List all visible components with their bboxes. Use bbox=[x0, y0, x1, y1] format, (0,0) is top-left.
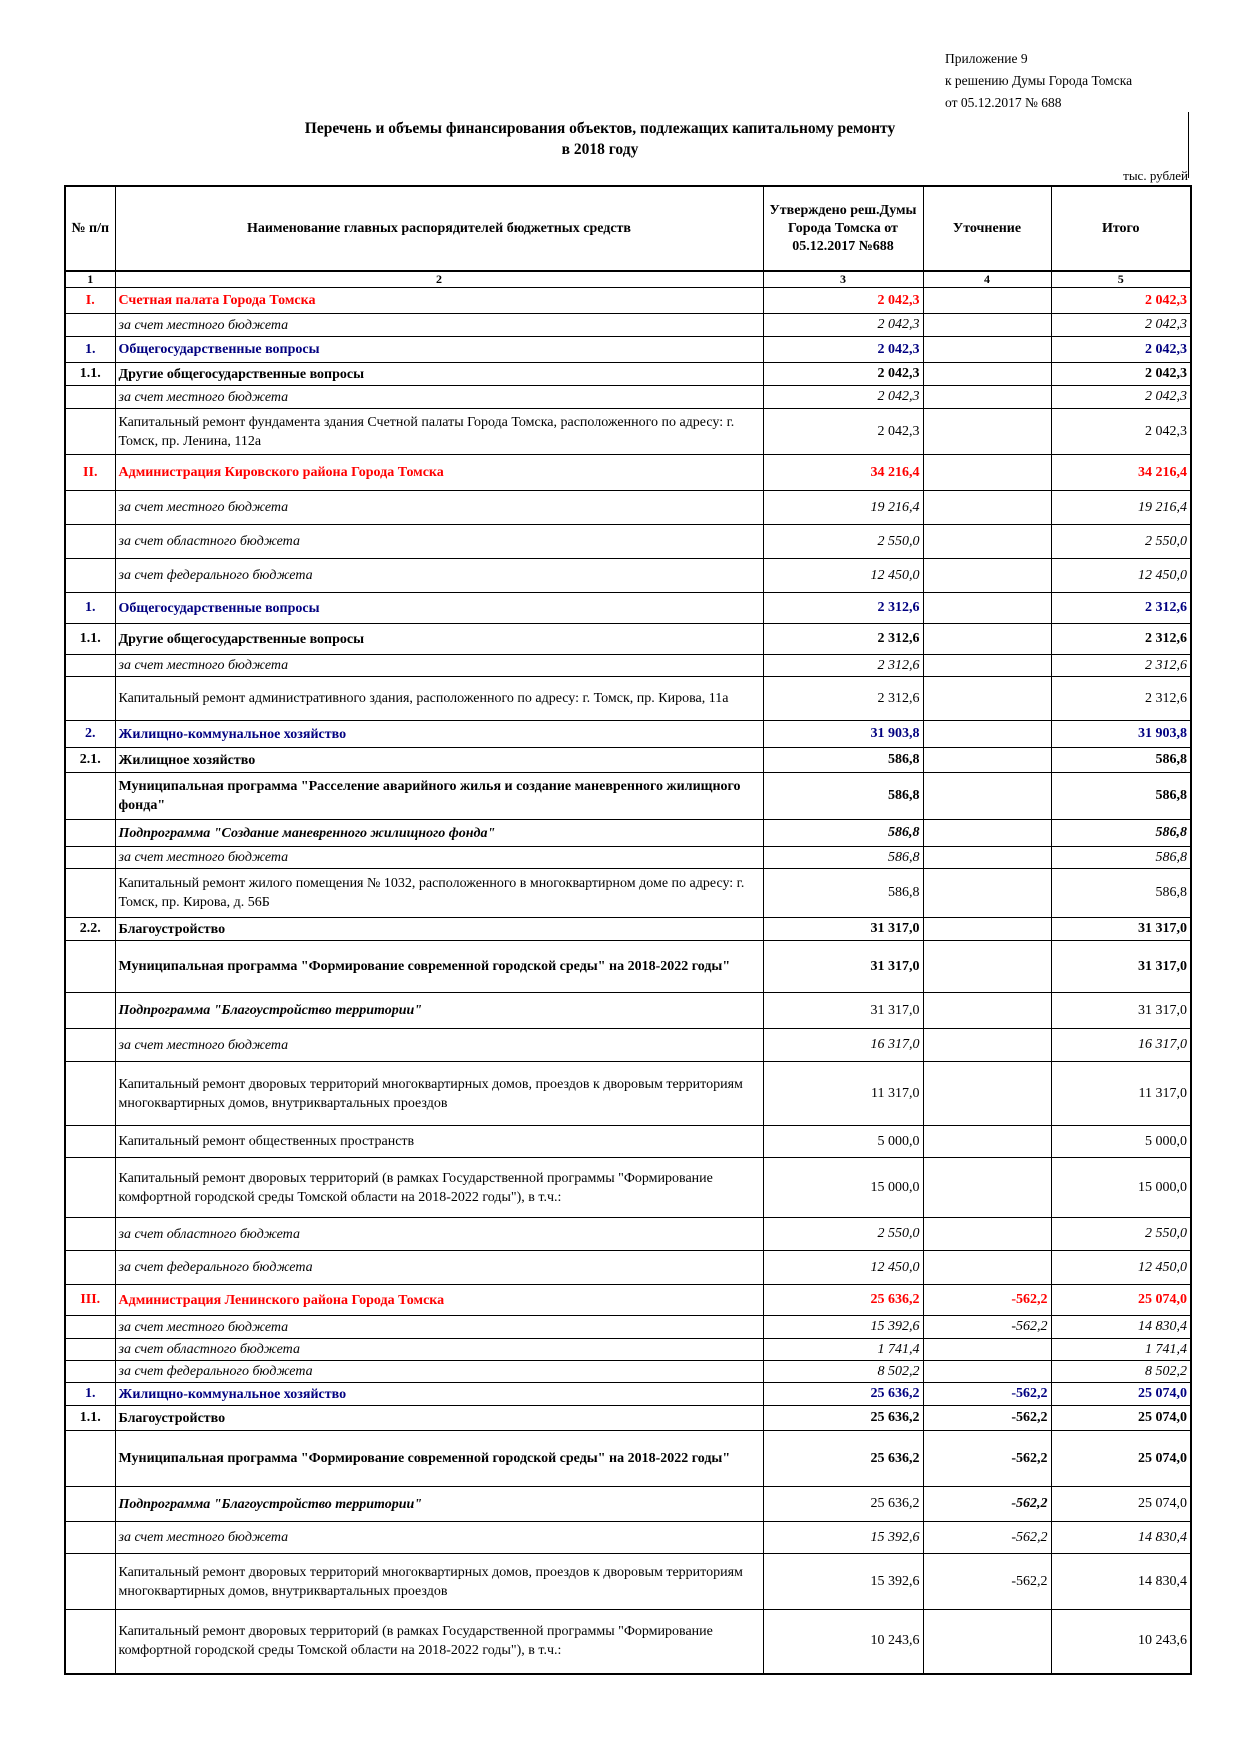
cell-total: 2 550,0 bbox=[1051, 525, 1191, 559]
cell-name: Подпрограмма "Создание маневренного жилищного фонда" bbox=[115, 820, 763, 847]
cell-approved: 10 243,6 bbox=[763, 1610, 923, 1674]
table-row bbox=[65, 1316, 1191, 1339]
header-num: № п/п bbox=[65, 186, 115, 271]
cell-name: Капитальный ремонт дворовых территорий (в рамках Государственной программы "Формирование комфортной городской среды Томской области на 2018-2022 годы"), в т.ч.: bbox=[115, 1158, 763, 1218]
cell-change: -562,2 bbox=[923, 1316, 1051, 1339]
cell-total: 12 450,0 bbox=[1051, 1251, 1191, 1285]
cell-num bbox=[65, 820, 115, 847]
financing-table bbox=[64, 185, 1192, 1675]
table-row bbox=[65, 624, 1191, 655]
cell-approved: 2 042,3 bbox=[763, 409, 923, 455]
cell-name: за счет местного бюджета bbox=[115, 1316, 763, 1339]
cell-approved: 12 450,0 bbox=[763, 1251, 923, 1285]
cell-name: Администрация Кировского района Города Томска bbox=[115, 455, 763, 491]
table-row bbox=[65, 1406, 1191, 1431]
cell-num: 1. bbox=[65, 1383, 115, 1406]
cell-name: за счет местного бюджета bbox=[115, 655, 763, 677]
cell-total: 14 830,4 bbox=[1051, 1522, 1191, 1554]
title-line-2: в 2018 году bbox=[561, 141, 639, 158]
cell-change: -562,2 bbox=[923, 1554, 1051, 1610]
cell-approved: 2 312,6 bbox=[763, 677, 923, 721]
table-row bbox=[65, 1029, 1191, 1062]
cell-change: -562,2 bbox=[923, 1522, 1051, 1554]
cell-num bbox=[65, 491, 115, 525]
cell-change bbox=[923, 748, 1051, 773]
table-row bbox=[65, 525, 1191, 559]
cell-total: 586,8 bbox=[1051, 847, 1191, 869]
cell-change: -562,2 bbox=[923, 1285, 1051, 1316]
cell-change bbox=[923, 1361, 1051, 1383]
cell-name: за счет федерального бюджета bbox=[115, 1251, 763, 1285]
cell-name: за счет местного бюджета bbox=[115, 491, 763, 525]
cell-num: 1.1. bbox=[65, 1406, 115, 1431]
cell-total: 586,8 bbox=[1051, 748, 1191, 773]
cell-change bbox=[923, 993, 1051, 1029]
cell-name: за счет местного бюджета bbox=[115, 314, 763, 337]
cell-num: 1. bbox=[65, 593, 115, 624]
header-total: Итого bbox=[1051, 186, 1191, 271]
cell-total: 19 216,4 bbox=[1051, 491, 1191, 525]
cell-approved: 5 000,0 bbox=[763, 1126, 923, 1158]
units-label: тыс. рублей bbox=[1123, 168, 1188, 183]
cell-approved: 2 312,6 bbox=[763, 655, 923, 677]
table-row bbox=[65, 1431, 1191, 1487]
cell-approved: 31 317,0 bbox=[763, 918, 923, 941]
cell-approved: 586,8 bbox=[763, 748, 923, 773]
cell-name: Другие общегосударственные вопросы bbox=[115, 363, 763, 386]
cell-change bbox=[923, 1062, 1051, 1126]
cell-name: за счет местного бюджета bbox=[115, 1029, 763, 1062]
column-number-row bbox=[65, 271, 1191, 288]
cell-total: 25 074,0 bbox=[1051, 1285, 1191, 1316]
table-row bbox=[65, 1610, 1191, 1674]
col-number: 1 bbox=[65, 271, 115, 288]
cell-approved: 8 502,2 bbox=[763, 1361, 923, 1383]
cell-total: 31 317,0 bbox=[1051, 993, 1191, 1029]
cell-name: за счет федерального бюджета bbox=[115, 1361, 763, 1383]
table-row bbox=[65, 748, 1191, 773]
cell-change bbox=[923, 820, 1051, 847]
cell-num: 2.1. bbox=[65, 748, 115, 773]
cell-approved: 586,8 bbox=[763, 773, 923, 820]
cell-name: Муниципальная программа "Формирование современной городской среды" на 2018-2022 годы" bbox=[115, 941, 763, 993]
col-number: 4 bbox=[923, 271, 1051, 288]
cell-name: Капитальный ремонт дворовых территорий (в рамках Государственной программы "Формирование комфортной городской среды Томской области на 2018-2022 годы"), в т.ч.: bbox=[115, 1610, 763, 1674]
margin-divider bbox=[1188, 112, 1189, 178]
cell-total: 12 450,0 bbox=[1051, 559, 1191, 593]
cell-approved: 15 392,6 bbox=[763, 1316, 923, 1339]
cell-change: -562,2 bbox=[923, 1406, 1051, 1431]
cell-approved: 2 042,3 bbox=[763, 314, 923, 337]
table-row bbox=[65, 1339, 1191, 1361]
cell-total: 2 042,3 bbox=[1051, 337, 1191, 363]
cell-total: 10 243,6 bbox=[1051, 1610, 1191, 1674]
table-row bbox=[65, 1218, 1191, 1251]
cell-total: 16 317,0 bbox=[1051, 1029, 1191, 1062]
cell-name: Подпрограмма "Благоустройство территории" bbox=[115, 1487, 763, 1522]
cell-approved: 2 312,6 bbox=[763, 593, 923, 624]
table-row bbox=[65, 409, 1191, 455]
cell-change: -562,2 bbox=[923, 1487, 1051, 1522]
cell-approved: 2 550,0 bbox=[763, 525, 923, 559]
cell-change bbox=[923, 1158, 1051, 1218]
cell-total: 25 074,0 bbox=[1051, 1383, 1191, 1406]
cell-total: 5 000,0 bbox=[1051, 1126, 1191, 1158]
cell-total: 34 216,4 bbox=[1051, 455, 1191, 491]
cell-num bbox=[65, 869, 115, 918]
cell-num bbox=[65, 559, 115, 593]
cell-change bbox=[923, 288, 1051, 314]
cell-num bbox=[65, 1158, 115, 1218]
table-row bbox=[65, 721, 1191, 748]
cell-approved: 25 636,2 bbox=[763, 1431, 923, 1487]
cell-total: 2 312,6 bbox=[1051, 655, 1191, 677]
table-row bbox=[65, 918, 1191, 941]
cell-change: -562,2 bbox=[923, 1431, 1051, 1487]
cell-num bbox=[65, 1062, 115, 1126]
cell-name: Капитальный ремонт общественных пространств bbox=[115, 1126, 763, 1158]
cell-change bbox=[923, 677, 1051, 721]
cell-total: 2 042,3 bbox=[1051, 314, 1191, 337]
cell-approved: 2 042,3 bbox=[763, 288, 923, 314]
cell-change bbox=[923, 624, 1051, 655]
cell-name: Общегосударственные вопросы bbox=[115, 337, 763, 363]
appendix-line-2: к решению Думы Города Томска bbox=[945, 73, 1133, 88]
cell-num bbox=[65, 1522, 115, 1554]
cell-total: 14 830,4 bbox=[1051, 1316, 1191, 1339]
cell-num: III. bbox=[65, 1285, 115, 1316]
appendix-line-1: Приложение 9 bbox=[945, 51, 1028, 66]
table-row bbox=[65, 288, 1191, 314]
cell-change bbox=[923, 455, 1051, 491]
cell-change bbox=[923, 314, 1051, 337]
cell-change bbox=[923, 847, 1051, 869]
cell-total: 2 550,0 bbox=[1051, 1218, 1191, 1251]
cell-change bbox=[923, 525, 1051, 559]
cell-num bbox=[65, 1029, 115, 1062]
cell-name: за счет областного бюджета bbox=[115, 1339, 763, 1361]
cell-total: 2 042,3 bbox=[1051, 409, 1191, 455]
cell-approved: 2 550,0 bbox=[763, 1218, 923, 1251]
cell-approved: 12 450,0 bbox=[763, 559, 923, 593]
cell-total: 25 074,0 bbox=[1051, 1487, 1191, 1522]
cell-name: Жилищно-коммунальное хозяйство bbox=[115, 721, 763, 748]
cell-change bbox=[923, 363, 1051, 386]
table-row bbox=[65, 1251, 1191, 1285]
cell-name: за счет местного бюджета bbox=[115, 847, 763, 869]
cell-approved: 2 042,3 bbox=[763, 337, 923, 363]
cell-approved: 19 216,4 bbox=[763, 491, 923, 525]
cell-total: 15 000,0 bbox=[1051, 1158, 1191, 1218]
cell-total: 586,8 bbox=[1051, 820, 1191, 847]
cell-change bbox=[923, 1251, 1051, 1285]
cell-approved: 2 312,6 bbox=[763, 624, 923, 655]
table-row bbox=[65, 993, 1191, 1029]
cell-num bbox=[65, 525, 115, 559]
cell-approved: 11 317,0 bbox=[763, 1062, 923, 1126]
cell-num bbox=[65, 941, 115, 993]
cell-total: 586,8 bbox=[1051, 773, 1191, 820]
table-row bbox=[65, 677, 1191, 721]
cell-approved: 16 317,0 bbox=[763, 1029, 923, 1062]
cell-name: Капитальный ремонт административного здания, расположенного по адресу: г. Томск, пр. Кирова, 11а bbox=[115, 677, 763, 721]
cell-approved: 1 741,4 bbox=[763, 1339, 923, 1361]
cell-total: 31 903,8 bbox=[1051, 721, 1191, 748]
cell-approved: 31 317,0 bbox=[763, 993, 923, 1029]
cell-num bbox=[65, 655, 115, 677]
document-title bbox=[180, 118, 1020, 160]
table-row bbox=[65, 386, 1191, 409]
cell-total: 31 317,0 bbox=[1051, 941, 1191, 993]
cell-name: Благоустройство bbox=[115, 918, 763, 941]
cell-name: за счет областного бюджета bbox=[115, 1218, 763, 1251]
cell-num bbox=[65, 409, 115, 455]
cell-change bbox=[923, 941, 1051, 993]
cell-name: за счет местного бюджета bbox=[115, 1522, 763, 1554]
table-row bbox=[65, 1554, 1191, 1610]
cell-name: Подпрограмма "Благоустройство территории" bbox=[115, 993, 763, 1029]
cell-approved: 34 216,4 bbox=[763, 455, 923, 491]
cell-total: 2 042,3 bbox=[1051, 288, 1191, 314]
cell-approved: 586,8 bbox=[763, 869, 923, 918]
table-row bbox=[65, 1383, 1191, 1406]
cell-change bbox=[923, 337, 1051, 363]
cell-change bbox=[923, 386, 1051, 409]
table-row bbox=[65, 314, 1191, 337]
cell-num bbox=[65, 847, 115, 869]
cell-name: Жилищное хозяйство bbox=[115, 748, 763, 773]
cell-total: 2 312,6 bbox=[1051, 677, 1191, 721]
cell-name: Муниципальная программа "Формирование современной городской среды" на 2018-2022 годы" bbox=[115, 1431, 763, 1487]
table-row bbox=[65, 455, 1191, 491]
header-name: Наименование главных распорядителей бюджетных средств bbox=[115, 186, 763, 271]
cell-change bbox=[923, 1610, 1051, 1674]
cell-total: 1 741,4 bbox=[1051, 1339, 1191, 1361]
table-row bbox=[65, 820, 1191, 847]
cell-change bbox=[923, 1339, 1051, 1361]
cell-num bbox=[65, 1316, 115, 1339]
cell-name: Капитальный ремонт дворовых территорий многоквартирных домов, проездов к дворовым территориям многоквартирных домов, внутриквартальных проездов bbox=[115, 1554, 763, 1610]
table-row bbox=[65, 559, 1191, 593]
cell-num bbox=[65, 1610, 115, 1674]
cell-num bbox=[65, 1431, 115, 1487]
cell-name: Другие общегосударственные вопросы bbox=[115, 624, 763, 655]
cell-name: Жилищно-коммунальное хозяйство bbox=[115, 1383, 763, 1406]
table-row bbox=[65, 941, 1191, 993]
table-row bbox=[65, 1285, 1191, 1316]
cell-change: -562,2 bbox=[923, 1383, 1051, 1406]
cell-name: Муниципальная программа "Расселение аварийного жилья и создание маневренного жилищного фонда" bbox=[115, 773, 763, 820]
cell-num: 1.1. bbox=[65, 624, 115, 655]
table-row bbox=[65, 593, 1191, 624]
cell-num: 1.1. bbox=[65, 363, 115, 386]
table-row bbox=[65, 491, 1191, 525]
cell-total: 2 042,3 bbox=[1051, 386, 1191, 409]
cell-approved: 25 636,2 bbox=[763, 1383, 923, 1406]
table-row bbox=[65, 773, 1191, 820]
cell-name: за счет федерального бюджета bbox=[115, 559, 763, 593]
cell-num bbox=[65, 1361, 115, 1383]
cell-change bbox=[923, 1126, 1051, 1158]
appendix-line-3: от 05.12.2017 № 688 bbox=[945, 95, 1062, 110]
cell-name: Общегосударственные вопросы bbox=[115, 593, 763, 624]
cell-total: 2 042,3 bbox=[1051, 363, 1191, 386]
cell-change bbox=[923, 869, 1051, 918]
table-row bbox=[65, 337, 1191, 363]
cell-total: 8 502,2 bbox=[1051, 1361, 1191, 1383]
cell-name: Счетная палата Города Томска bbox=[115, 288, 763, 314]
cell-num: 1. bbox=[65, 337, 115, 363]
table-row bbox=[65, 1126, 1191, 1158]
cell-name: Администрация Ленинского района Города Томска bbox=[115, 1285, 763, 1316]
cell-change bbox=[923, 1218, 1051, 1251]
cell-total: 31 317,0 bbox=[1051, 918, 1191, 941]
cell-approved: 2 042,3 bbox=[763, 386, 923, 409]
cell-approved: 586,8 bbox=[763, 820, 923, 847]
cell-total: 25 074,0 bbox=[1051, 1431, 1191, 1487]
cell-num bbox=[65, 1339, 115, 1361]
table-row bbox=[65, 1361, 1191, 1383]
cell-name: за счет местного бюджета bbox=[115, 386, 763, 409]
table-row bbox=[65, 1062, 1191, 1126]
header-row bbox=[65, 186, 1191, 271]
cell-name: за счет областного бюджета bbox=[115, 525, 763, 559]
cell-total: 586,8 bbox=[1051, 869, 1191, 918]
cell-approved: 586,8 bbox=[763, 847, 923, 869]
table-row bbox=[65, 1487, 1191, 1522]
table-row bbox=[65, 1158, 1191, 1218]
col-number: 3 bbox=[763, 271, 923, 288]
cell-approved: 15 392,6 bbox=[763, 1522, 923, 1554]
appendix-note bbox=[945, 48, 1132, 114]
cell-approved: 31 903,8 bbox=[763, 721, 923, 748]
cell-change bbox=[923, 1029, 1051, 1062]
table-row bbox=[65, 869, 1191, 918]
cell-change bbox=[923, 409, 1051, 455]
header-approved: Утверждено реш.Думы Города Томска от 05.12.2017 №688 bbox=[763, 186, 923, 271]
cell-total: 14 830,4 bbox=[1051, 1554, 1191, 1610]
cell-approved: 15 392,6 bbox=[763, 1554, 923, 1610]
cell-change bbox=[923, 721, 1051, 748]
cell-total: 2 312,6 bbox=[1051, 593, 1191, 624]
cell-num bbox=[65, 1554, 115, 1610]
cell-approved: 25 636,2 bbox=[763, 1285, 923, 1316]
table-row bbox=[65, 655, 1191, 677]
col-number: 5 bbox=[1051, 271, 1191, 288]
cell-num: I. bbox=[65, 288, 115, 314]
col-number: 2 bbox=[115, 271, 763, 288]
cell-total: 25 074,0 bbox=[1051, 1406, 1191, 1431]
cell-num bbox=[65, 1487, 115, 1522]
table-row bbox=[65, 847, 1191, 869]
header-change: Уточнение bbox=[923, 186, 1051, 271]
cell-change bbox=[923, 918, 1051, 941]
cell-name: Благоустройство bbox=[115, 1406, 763, 1431]
cell-approved: 31 317,0 bbox=[763, 941, 923, 993]
cell-change bbox=[923, 655, 1051, 677]
cell-num bbox=[65, 1251, 115, 1285]
cell-num bbox=[65, 677, 115, 721]
cell-num bbox=[65, 314, 115, 337]
cell-num bbox=[65, 1126, 115, 1158]
table-row bbox=[65, 363, 1191, 386]
cell-name: Капитальный ремонт фундамента здания Счетной палаты Города Томска, расположенного по адресу: г. Томск, пр. Ленина, 112а bbox=[115, 409, 763, 455]
title-line-1: Перечень и объемы финансирования объектов, подлежащих капитальному ремонту bbox=[304, 120, 896, 137]
cell-change bbox=[923, 773, 1051, 820]
cell-change bbox=[923, 593, 1051, 624]
cell-change bbox=[923, 559, 1051, 593]
cell-num bbox=[65, 993, 115, 1029]
cell-name: Капитальный ремонт дворовых территорий многоквартирных домов, проездов к дворовым территориям многоквартирных домов, внутриквартальных проездов bbox=[115, 1062, 763, 1126]
cell-total: 2 312,6 bbox=[1051, 624, 1191, 655]
table-row bbox=[65, 1522, 1191, 1554]
cell-num: II. bbox=[65, 455, 115, 491]
cell-change bbox=[923, 491, 1051, 525]
cell-num bbox=[65, 1218, 115, 1251]
cell-num bbox=[65, 386, 115, 409]
cell-num: 2. bbox=[65, 721, 115, 748]
cell-approved: 15 000,0 bbox=[763, 1158, 923, 1218]
cell-approved: 25 636,2 bbox=[763, 1406, 923, 1431]
cell-approved: 25 636,2 bbox=[763, 1487, 923, 1522]
cell-total: 11 317,0 bbox=[1051, 1062, 1191, 1126]
cell-approved: 2 042,3 bbox=[763, 363, 923, 386]
cell-name: Капитальный ремонт жилого помещения № 1032, расположенного в многоквартирном доме по адресу: г. Томск, пр. Кирова, д. 56Б bbox=[115, 869, 763, 918]
cell-num bbox=[65, 773, 115, 820]
cell-num: 2.2. bbox=[65, 918, 115, 941]
